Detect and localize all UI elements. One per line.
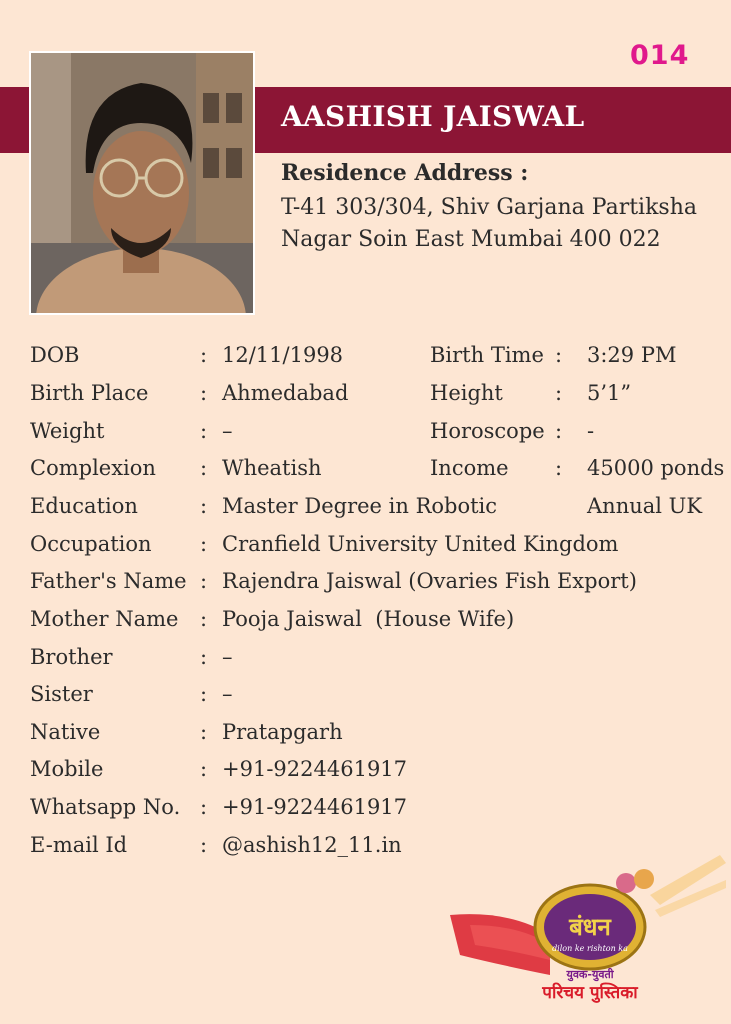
detail-label-2: Horoscope [430,419,545,443]
detail-separator-2: : [555,381,563,405]
detail-label: Weight [30,419,105,443]
detail-value: Wheatish [222,456,322,480]
detail-label: Sister [30,682,93,706]
detail-value: 12/11/1998 [222,343,344,367]
detail-separator: : [200,682,208,706]
detail-value-2: - [587,419,595,443]
detail-label: Brother [30,645,113,669]
detail-separator: : [200,343,208,367]
detail-value: Pooja Jaiswal (House Wife) [222,607,515,631]
detail-separator: : [200,833,208,857]
detail-value: Cranfield University United Kingdom [222,532,619,556]
detail-label-2: Height [430,381,503,405]
detail-value: – [222,419,233,443]
detail-label: Birth Place [30,381,149,405]
detail-value: +91-9224461917 [222,757,408,781]
detail-label: Whatsapp No. [30,795,181,819]
logo-caption: परिचय पुस्तिका [542,983,638,1003]
detail-label-2: Birth Time [430,343,544,367]
address-label: Residence Address : [281,160,529,186]
profile-photo [29,51,255,315]
detail-separator: : [200,494,208,518]
detail-separator: : [200,532,208,556]
detail-label-2: Income [430,456,509,480]
detail-separator: : [200,645,208,669]
detail-value: Ahmedabad [222,381,349,405]
detail-separator-2: : [555,419,563,443]
detail-label: Occupation [30,532,152,556]
detail-separator: : [200,456,208,480]
detail-separator: : [200,795,208,819]
detail-label: Mother Name [30,607,179,631]
detail-separator: : [200,569,208,593]
detail-value: +91-9224461917 [222,795,408,819]
detail-value: – [222,645,233,669]
detail-label: E-mail Id [30,833,128,857]
detail-separator: : [200,381,208,405]
detail-separator: : [200,720,208,744]
detail-label: Mobile [30,757,104,781]
detail-value-2: 45000 ponds [587,456,725,480]
detail-label: DOB [30,343,80,367]
detail-value: Rajendra Jaiswal (Ovaries Fish Export) [222,569,637,593]
detail-separator: : [200,419,208,443]
detail-separator-2: : [555,343,563,367]
detail-value: Pratapgarh [222,720,343,744]
detail-value-2: Annual UK [587,494,703,518]
address-line-1: T-41 303/304, Shiv Garjana Partiksha [281,195,697,220]
detail-label: Education [30,494,138,518]
detail-value: @ashish12_11.in [222,833,402,857]
logo-tagline: dilon ke rishton ka [552,944,628,953]
detail-value-2: 5’1” [587,381,632,405]
profile-id: 014 [630,40,690,71]
detail-separator: : [200,757,208,781]
profile-name: AASHISH JAISWAL [281,100,585,133]
address-line-2: Nagar Soin East Mumbai 400 022 [281,227,661,252]
detail-separator-2: : [555,456,563,480]
detail-value-2: 3:29 PM [587,343,677,367]
detail-value: – [222,682,233,706]
logo-subtitle: युवक-युवती [566,968,614,981]
detail-label: Complexion [30,456,156,480]
detail-label: Native [30,720,101,744]
bandhan-logo [450,855,726,1015]
detail-value: Master Degree in Robotic [222,494,498,518]
detail-separator: : [200,607,208,631]
logo-title: बंधन [569,913,611,941]
detail-label: Father's Name [30,569,187,593]
